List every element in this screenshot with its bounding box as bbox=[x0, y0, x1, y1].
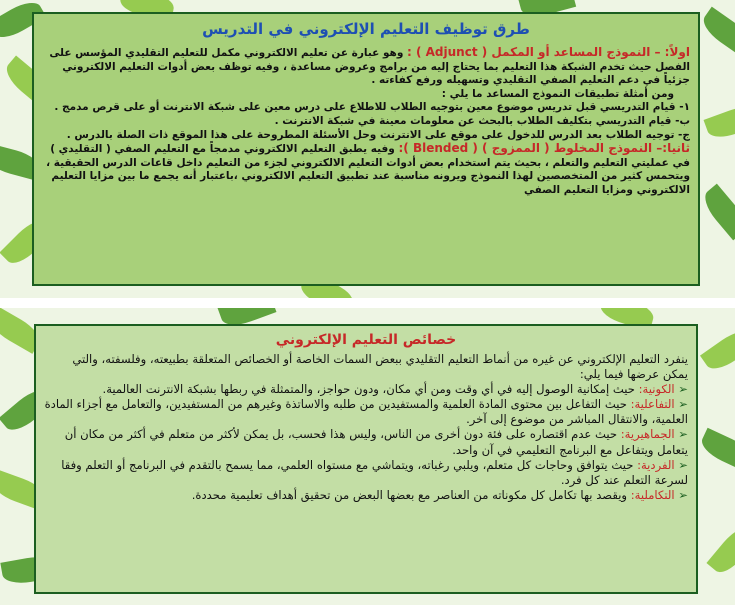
leaf-decoration bbox=[704, 101, 735, 142]
adjunct-paragraph bbox=[42, 46, 690, 88]
item-term: التفاعلية: bbox=[630, 397, 675, 412]
content-panel bbox=[32, 12, 700, 286]
arrow-bullet-icon: ➢ bbox=[678, 457, 688, 472]
adjunct-text: وهو عبارة عن تعليم الالكتروني مكمل للتعليم التقليدي المؤسس على الفصل حيث تخدم الشبكة هذا التعليم بما يحتاج إليه من برامج وعروض مساعدة ، وفيه توظف بعض أدوات التعليم الالكتروني جزئياً في دعم التعليم الصفي التقليدي وتسهيله ورفع كفاءته . bbox=[49, 47, 690, 87]
leaf-decoration bbox=[698, 7, 735, 58]
arrow-bullet-icon: ➢ bbox=[678, 397, 688, 412]
list-item bbox=[44, 382, 688, 397]
leaf-decoration bbox=[697, 428, 735, 473]
adjunct-heading: اولاً: – النموذج المساعد أو المكمل ( Adjunct ) : bbox=[407, 45, 690, 59]
item-text: حيث يتوافق وحاجات كل متعلم، ويلبي رغباته، ويتماشي مع مستواه العلمي، مما يسمح بالتقدم في البرنامج أو التعلم وفقا لسرعة التعلم عند كل فرد. bbox=[61, 457, 688, 487]
list-item bbox=[44, 458, 688, 488]
intro-paragraph: ينفرد التعليم الإلكتروني عن غيره من أنماط التعليم التقليدي ببعض السمات الخاصة أو الخصائص المتعلقة بطبيعته، وفلسفته، والتي يمكن عرضها فيما يلي: bbox=[72, 352, 688, 382]
leaf-decoration bbox=[698, 184, 735, 241]
slide-body bbox=[42, 46, 690, 198]
item-term: الكونية: bbox=[638, 382, 675, 397]
arrow-bullet-icon: ➢ bbox=[678, 487, 688, 502]
examples-lead: ومن أمثلة تطبيقات النموذج المساعد ما يلي : bbox=[441, 87, 674, 100]
leaf-decoration bbox=[700, 325, 735, 376]
arrow-bullet-icon: ➢ bbox=[678, 382, 688, 397]
blended-heading: ثانيا:– النموذج المخلوط ( الممزوج ) ( Blended ): bbox=[398, 141, 690, 156]
slide-1 bbox=[0, 0, 735, 298]
slide-body bbox=[44, 352, 688, 503]
list-item bbox=[44, 488, 688, 503]
slide-2 bbox=[0, 308, 735, 605]
item-term: الفردية: bbox=[637, 457, 675, 472]
item-text: حيث التفاعل بين محتوى المادة العلمية والمستفيدين من طلبه والاساتذة وغيرهم من المستفيدين، والتعامل مع أجزاء المادة العلمية، والانتقال المباشر من موضوع إلى آخر. bbox=[44, 397, 688, 427]
blended-text: وفيه يطبق التعليم الالكتروني مدمجاً مع التعليم الصفي ( التقليدي ) في عمليتي التعليم والتعلم ، بحيث يتم استخدام بعض أدوات التعليم الالكتروني لجزء من التعليم داخل قاعات الدرس الحقيقية ، ويتحمس كثير من المتخصصين لهذا النموذج ويرونه مناسبة عند تطبيق التعليم الالكتروني ،باعتبار أنه يجمع ما بين مزايا التعليم الالكتروني ومزايا التعليم الصفي bbox=[46, 143, 690, 196]
example-item: ج- توجيه الطلاب بعد الدرس للدخول على موقع على الانترنت وحل الأسئلة المطروحة على هذا الموقع ذات الصلة بالدرس . bbox=[66, 128, 690, 141]
example-item: ب- قيام التدريسي بتكليف الطلاب بالبحث عن معلومات معينة في شبكة الانترنت . bbox=[274, 114, 690, 127]
list-item bbox=[44, 427, 688, 457]
example-item: ١- قيام التدريسي قبل تدريس موضوع معين بتوجيه الطلاب للاطلاع على درس معين على شبكة الانترنت أو على قرص مدمج . bbox=[54, 101, 690, 114]
item-text: حيث إمكانية الوصول إليه في أي وقت ومن أي مكان، ودون حواجز، والمتمثلة في ربطها بشبكة الانترنت العالمية. bbox=[102, 382, 639, 397]
item-term: الجماهيرية: bbox=[620, 427, 675, 442]
blended-paragraph bbox=[42, 142, 690, 197]
item-text: ويقصد بها تكامل كل مكوناته من العناصر مع بعضها البعض من تحقيق أهداف تعليمية محددة. bbox=[191, 487, 631, 502]
item-term: التكاملية: bbox=[630, 487, 675, 502]
slide-title: خصائص التعليم الإلكتروني bbox=[275, 332, 457, 348]
item-text: حيث عدم اقتصاره على فئة دون أخرى من الناس، وليس هذا فحسب، بل يمكن لأكثر من متعلم في أكثر من مكان أن يتعامل ويتفاعل مع البرنامج التعليمي في آن واحد. bbox=[64, 427, 688, 457]
leaf-decoration bbox=[706, 522, 735, 579]
content-panel bbox=[34, 324, 698, 594]
slide-title: طرق توظيف التعليم الإلكتروني في التدريس bbox=[202, 20, 530, 38]
arrow-bullet-icon: ➢ bbox=[678, 427, 688, 442]
list-item bbox=[44, 397, 688, 427]
